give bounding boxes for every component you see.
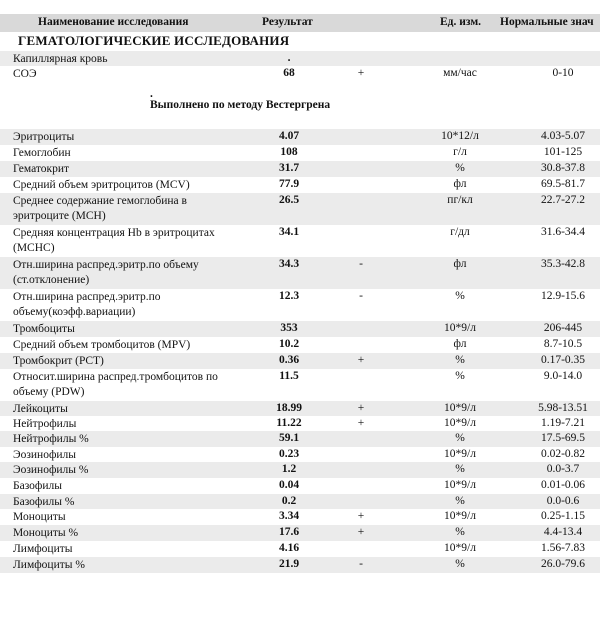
table-row	[0, 525, 600, 541]
row-unit: пг/кл	[447, 194, 473, 206]
row-result: 3.34	[278, 510, 300, 522]
row-result: 17.6	[278, 526, 300, 538]
row-unit: %	[455, 432, 465, 444]
row-norm: 0.17-0.35	[540, 354, 586, 366]
table-row	[0, 129, 600, 145]
row-unit: %	[455, 290, 465, 302]
row-result: 26.5	[278, 194, 300, 206]
table-header	[0, 14, 600, 32]
row-norm: 8.7-10.5	[543, 338, 583, 350]
row-flag: +	[357, 354, 365, 366]
row-unit: фл	[453, 258, 467, 270]
row-result: 353	[280, 322, 298, 334]
header-result: Результат	[262, 16, 313, 28]
table-row	[0, 289, 600, 321]
row-name: Средняя концентрация Hb в эритроцитах (MCHC)	[13, 227, 215, 254]
row-result: 10.2	[278, 338, 300, 350]
table-row	[0, 416, 600, 431]
row-unit: %	[455, 495, 465, 507]
row-norm: 0.0-0.6	[546, 495, 580, 507]
row-unit: %	[455, 370, 465, 382]
row-norm: 0.02-0.82	[540, 448, 586, 460]
row-norm: 0.01-0.06	[540, 479, 586, 491]
row-unit: %	[455, 463, 465, 475]
row-unit: 10*9/л	[444, 417, 476, 429]
method-note: Выполнено по методу Вестергрена	[150, 99, 331, 111]
header-norm: Нормальные знач	[500, 16, 594, 28]
row-norm: 17.5-69.5	[540, 432, 586, 444]
header-unit: Ед. изм.	[440, 16, 482, 28]
section-title: ГЕМАТОЛОГИЧЕСКИЕ ИССЛЕДОВАНИЯ	[18, 33, 290, 48]
row-result: 1.2	[281, 463, 297, 475]
row-norm: 9.0-14.0	[543, 370, 583, 382]
row-flag: +	[357, 402, 365, 414]
row-norm: 69.5-81.7	[540, 178, 586, 190]
row-unit: 10*9/л	[444, 510, 476, 522]
row-name: Эозинофилы	[13, 449, 77, 461]
table-row	[0, 431, 600, 447]
row-name: Относит.ширина распред.тромбоцитов по объему (PDW)	[13, 371, 218, 398]
row-unit: 10*9/л	[444, 448, 476, 460]
row-name: Средний объем тромбоцитов (MPV)	[13, 339, 191, 351]
table-row	[0, 161, 600, 177]
table-row	[0, 257, 600, 289]
row-name: Тромбокрит (PCT)	[13, 355, 104, 367]
method-note-dot: .	[150, 88, 153, 100]
row-result: 11.22	[276, 417, 302, 429]
row-norm: 4.4-13.4	[543, 526, 583, 538]
row-flag: +	[357, 417, 365, 429]
header-name: Наименование исследования	[38, 16, 189, 28]
row-name: Гематокрит	[13, 163, 70, 175]
row-norm: 30.8-37.8	[540, 162, 586, 174]
row-unit: 10*12/л	[441, 130, 479, 142]
row-name: Капиллярная кровь	[13, 53, 108, 65]
table-row	[0, 225, 600, 257]
row-result: 34.1	[278, 226, 300, 238]
row-name: Базофилы	[13, 480, 63, 492]
row-flag: -	[359, 558, 363, 570]
row-result: 11.5	[279, 370, 299, 382]
row-name: Лимфоциты %	[13, 559, 85, 571]
row-result: 68	[283, 67, 295, 79]
table-row	[0, 145, 600, 161]
table-row	[0, 509, 600, 525]
row-name: Эозинофилы %	[13, 464, 89, 476]
row-result: 4.16	[278, 542, 300, 554]
table-row	[0, 401, 600, 416]
row-unit: %	[455, 558, 465, 570]
row-result: .	[287, 52, 291, 64]
row-unit: г/л	[453, 146, 467, 158]
table-row	[0, 557, 600, 573]
row-name: Нейтрофилы	[13, 418, 77, 430]
row-result: 0.2	[281, 495, 297, 507]
table-row	[0, 462, 600, 478]
row-result: 0.23	[278, 448, 300, 460]
row-unit: %	[455, 526, 465, 538]
row-name: Отн.ширина распред.эритр.по объему(коэфф.вариации)	[13, 291, 161, 318]
row-norm: 35.3-42.8	[540, 258, 586, 270]
table-row	[0, 66, 600, 82]
row-norm: 1.56-7.83	[540, 542, 586, 554]
row-flag: -	[359, 290, 363, 302]
row-result: 12.3	[278, 290, 300, 302]
row-name: Нейтрофилы %	[13, 433, 89, 445]
row-norm: 22.7-27.2	[540, 194, 586, 206]
row-name: Отн.ширина распред.эритр.по объему (ст.отклонение)	[13, 259, 199, 286]
row-unit: фл	[453, 178, 467, 190]
table-row	[0, 369, 600, 401]
row-norm: 26.0-79.6	[540, 558, 586, 570]
row-norm: 5.98-13.51	[538, 402, 588, 414]
table-row	[0, 353, 600, 369]
row-unit: %	[455, 162, 465, 174]
row-norm: 1.19-7.21	[540, 417, 586, 429]
row-name: Эритроциты	[13, 131, 75, 143]
row-unit: мм/час	[443, 67, 477, 79]
row-unit: фл	[453, 338, 467, 350]
row-norm: 206-445	[543, 322, 583, 334]
row-unit: 10*9/л	[444, 322, 476, 334]
row-norm: 0.0-3.7	[546, 463, 580, 475]
table-row	[0, 447, 600, 462]
row-name: Среднее содержание гемоглобина в эритроците (MCH)	[13, 195, 187, 222]
row-result: 4.07	[278, 130, 300, 142]
row-name: СОЭ	[13, 68, 37, 80]
row-flag: +	[357, 67, 365, 79]
row-flag: +	[357, 526, 365, 538]
row-unit: %	[455, 354, 465, 366]
row-unit: 10*9/л	[444, 542, 476, 554]
row-result: 34.3	[278, 258, 300, 270]
row-unit: 10*9/л	[444, 479, 476, 491]
table-row	[0, 321, 600, 337]
row-result: 31.7	[278, 162, 300, 174]
row-flag: +	[357, 510, 365, 522]
row-norm: 0-10	[552, 67, 574, 79]
row-result: 0.04	[278, 479, 300, 491]
row-name: Базофилы %	[13, 496, 75, 508]
row-unit: 10*9/л	[444, 402, 476, 414]
table-row	[0, 541, 600, 557]
row-name: Тромбоциты	[13, 323, 75, 335]
row-norm: 0.25-1.15	[540, 510, 586, 522]
row-name: Средний объем эритроцитов (MCV)	[13, 179, 190, 191]
table-row	[0, 337, 600, 353]
table-row	[0, 177, 600, 193]
row-result: 18.99	[276, 402, 302, 414]
row-name: Гемоглобин	[13, 147, 71, 159]
row-name: Лейкоциты	[13, 403, 68, 415]
row-name: Лимфоциты	[13, 543, 73, 555]
row-norm: 4.03-5.07	[540, 130, 586, 142]
row-result: 77.9	[278, 178, 300, 190]
row-norm: 101-125	[543, 146, 583, 158]
row-norm: 31.6-34.4	[540, 226, 586, 238]
row-result: 0.36	[278, 354, 300, 366]
table-row	[0, 51, 600, 66]
row-name: Моноциты	[13, 511, 66, 523]
row-result: 108	[280, 146, 298, 158]
table-row	[0, 494, 600, 509]
row-name: Моноциты %	[13, 527, 79, 539]
row-result: 59.1	[278, 432, 300, 444]
row-unit: г/дл	[450, 226, 470, 238]
table-row	[0, 478, 600, 494]
table-row	[0, 193, 600, 225]
row-flag: -	[359, 258, 363, 270]
row-result: 21.9	[278, 558, 300, 570]
row-norm: 12.9-15.6	[540, 290, 586, 302]
